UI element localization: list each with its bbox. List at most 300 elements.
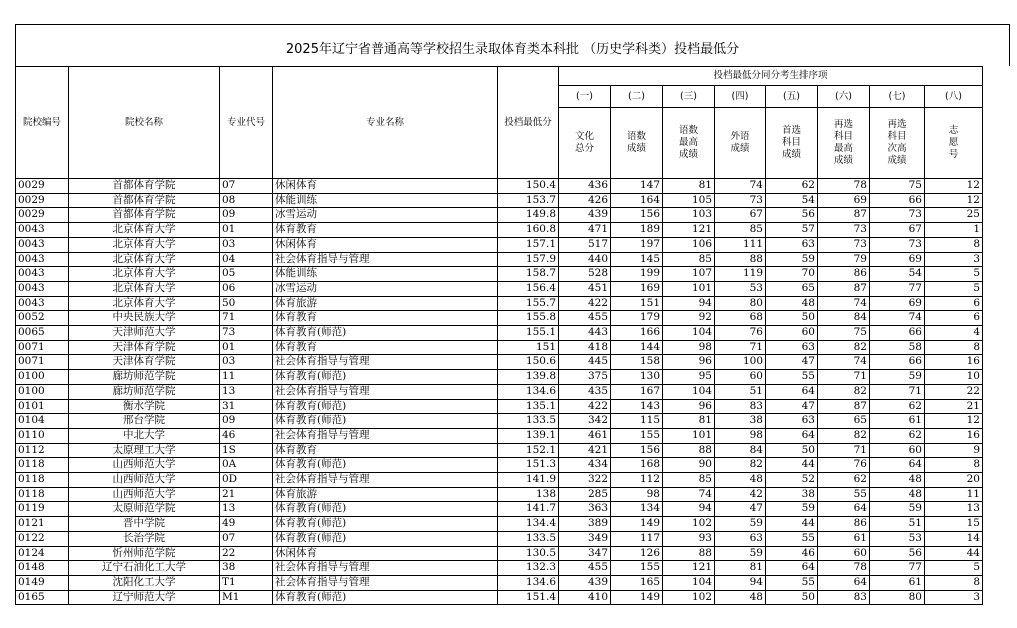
cell-preference-no: 15 <box>925 517 983 532</box>
header-tiebreak-label <box>663 108 715 179</box>
cell-preference-no: 20 <box>925 473 983 488</box>
cell-first-subject: 59 <box>766 502 818 517</box>
cell-school-code: 0043 <box>16 296 69 311</box>
header-tiebreak-label <box>925 108 983 179</box>
cell-school-code: 0124 <box>16 546 69 561</box>
cell-major-code: 09 <box>220 414 273 429</box>
cell-chinese-math: 117 <box>611 531 663 546</box>
cell-foreign-language: 83 <box>715 399 766 414</box>
cell-major-name: 体能训练 <box>273 193 498 208</box>
table-row <box>16 267 983 282</box>
header-major-code: 专业代号 <box>220 67 273 179</box>
cell-major-code: 0A <box>220 458 273 473</box>
cell-major-name: 社会体育指导与管理 <box>273 355 498 370</box>
cell-major-code: 73 <box>220 326 273 341</box>
cell-second-subject-next: 80 <box>870 590 925 605</box>
cell-chinese-math: 143 <box>611 399 663 414</box>
cell-first-subject: 54 <box>766 193 818 208</box>
cell-first-subject: 65 <box>766 281 818 296</box>
cell-second-subject-max: 73 <box>818 237 870 252</box>
cell-chinese-math: 156 <box>611 208 663 223</box>
header-min-score: 投档最低分 <box>498 67 559 179</box>
cell-culture-total: 410 <box>559 590 611 605</box>
cell-chinese-math: 168 <box>611 458 663 473</box>
cell-first-subject: 55 <box>766 575 818 590</box>
cell-major-name: 社会体育指导与管理 <box>273 384 498 399</box>
cell-culture-total: 342 <box>559 414 611 429</box>
cell-major-name: 体育教育(师范) <box>273 590 498 605</box>
cell-major-name: 体育教育 <box>273 311 498 326</box>
cell-culture-total: 375 <box>559 370 611 385</box>
cell-second-subject-max: 83 <box>818 590 870 605</box>
cell-major-code: 49 <box>220 517 273 532</box>
cell-chinese-math: 145 <box>611 252 663 267</box>
cell-major-code: 05 <box>220 267 273 282</box>
cell-preference-no: 25 <box>925 208 983 223</box>
cell-school-code: 0029 <box>16 208 69 223</box>
cell-preference-no: 11 <box>925 487 983 502</box>
cell-first-subject: 63 <box>766 237 818 252</box>
cell-min-score: 151.4 <box>498 590 559 605</box>
cell-preference-no: 8 <box>925 458 983 473</box>
cell-min-score: 150.4 <box>498 179 559 194</box>
cell-chinese-math: 166 <box>611 326 663 341</box>
header-tiebreak-label <box>766 108 818 179</box>
cell-min-score: 132.3 <box>498 561 559 576</box>
cell-culture-total: 285 <box>559 487 611 502</box>
cell-second-subject-next: 67 <box>870 223 925 238</box>
cell-chinese-math: 134 <box>611 502 663 517</box>
cell-chinese-math: 197 <box>611 237 663 252</box>
table-row <box>16 458 983 473</box>
cell-min-score: 138 <box>498 487 559 502</box>
cell-major-code: 13 <box>220 502 273 517</box>
cell-school-code: 0043 <box>16 223 69 238</box>
cell-min-score: 155.7 <box>498 296 559 311</box>
cell-culture-total: 455 <box>559 561 611 576</box>
cell-second-subject-max: 78 <box>818 179 870 194</box>
header-tiebreak-label <box>715 108 766 179</box>
cell-school-name: 忻州师范学院 <box>69 546 220 561</box>
cell-chinese-math: 149 <box>611 517 663 532</box>
cell-min-score: 139.1 <box>498 428 559 443</box>
cell-school-name: 首都体育学院 <box>69 193 220 208</box>
cell-school-code: 0119 <box>16 502 69 517</box>
cell-second-subject-next: 61 <box>870 414 925 429</box>
cell-culture-total: 418 <box>559 340 611 355</box>
cell-school-name: 长治学院 <box>69 531 220 546</box>
cell-second-subject-next: 71 <box>870 384 925 399</box>
cell-chinese-math-max: 101 <box>663 281 715 296</box>
cell-major-code: 01 <box>220 223 273 238</box>
table-row <box>16 531 983 546</box>
cell-chinese-math: 189 <box>611 223 663 238</box>
cell-major-name: 体育教育(师范) <box>273 414 498 429</box>
table-row <box>16 237 983 252</box>
cell-major-name: 体育教育(师范) <box>273 326 498 341</box>
cell-major-code: 46 <box>220 428 273 443</box>
cell-preference-no: 8 <box>925 575 983 590</box>
table-row <box>16 502 983 517</box>
cell-major-name: 社会体育指导与管理 <box>273 561 498 576</box>
cell-foreign-language: 51 <box>715 384 766 399</box>
cell-preference-no: 14 <box>925 531 983 546</box>
cell-second-subject-next: 60 <box>870 443 925 458</box>
cell-preference-no: 5 <box>925 281 983 296</box>
cell-preference-no: 5 <box>925 561 983 576</box>
cell-foreign-language: 73 <box>715 193 766 208</box>
cell-major-name: 体能训练 <box>273 267 498 282</box>
cell-first-subject: 55 <box>766 370 818 385</box>
cell-major-code: 01 <box>220 340 273 355</box>
cell-min-score: 134.6 <box>498 575 559 590</box>
cell-first-subject: 44 <box>766 458 818 473</box>
cell-chinese-math: 155 <box>611 428 663 443</box>
table-row <box>16 281 983 296</box>
cell-second-subject-max: 71 <box>818 443 870 458</box>
cell-school-name: 北京体育大学 <box>69 267 220 282</box>
cell-preference-no: 1 <box>925 223 983 238</box>
header-tiebreak-number: (三) <box>663 86 715 108</box>
cell-preference-no: 12 <box>925 193 983 208</box>
cell-major-code: 1S <box>220 443 273 458</box>
cell-culture-total: 389 <box>559 517 611 532</box>
page-title: 2025年辽宁省普通高等学校招生录取体育类本科批 （历史学科类）投档最低分 <box>285 42 740 57</box>
table-row <box>16 355 983 370</box>
cell-second-subject-max: 60 <box>818 546 870 561</box>
cell-min-score: 141.7 <box>498 502 559 517</box>
cell-chinese-math: 169 <box>611 281 663 296</box>
cell-second-subject-max: 82 <box>818 384 870 399</box>
cell-min-score: 134.6 <box>498 384 559 399</box>
cell-chinese-math: 144 <box>611 340 663 355</box>
cell-major-code: 07 <box>220 179 273 194</box>
cell-school-code: 0148 <box>16 561 69 576</box>
cell-second-subject-max: 73 <box>818 223 870 238</box>
cell-chinese-math: 158 <box>611 355 663 370</box>
cell-second-subject-max: 76 <box>818 458 870 473</box>
cell-chinese-math: 98 <box>611 487 663 502</box>
cell-school-name: 山西师范大学 <box>69 487 220 502</box>
cell-school-name: 北京体育大学 <box>69 296 220 311</box>
cell-second-subject-max: 84 <box>818 311 870 326</box>
cell-foreign-language: 74 <box>715 179 766 194</box>
cell-major-name: 休闲体育 <box>273 179 498 194</box>
cell-school-code: 0121 <box>16 517 69 532</box>
cell-first-subject: 56 <box>766 208 818 223</box>
cell-major-code: 31 <box>220 399 273 414</box>
cell-major-code: M1 <box>220 590 273 605</box>
cell-school-code: 0071 <box>16 355 69 370</box>
cell-chinese-math-max: 104 <box>663 384 715 399</box>
cell-first-subject: 50 <box>766 311 818 326</box>
cell-school-code: 0149 <box>16 575 69 590</box>
cell-chinese-math: 126 <box>611 546 663 561</box>
table-row <box>16 590 983 605</box>
cell-first-subject: 63 <box>766 340 818 355</box>
table-row <box>16 340 983 355</box>
cell-school-code: 0052 <box>16 311 69 326</box>
cell-school-name: 北京体育大学 <box>69 223 220 238</box>
cell-second-subject-next: 59 <box>870 502 925 517</box>
cell-second-subject-max: 87 <box>818 208 870 223</box>
cell-second-subject-next: 59 <box>870 370 925 385</box>
cell-chinese-math-max: 103 <box>663 208 715 223</box>
cell-foreign-language: 42 <box>715 487 766 502</box>
table-row <box>16 473 983 488</box>
cell-chinese-math: 155 <box>611 561 663 576</box>
cell-school-code: 0118 <box>16 487 69 502</box>
cell-school-code: 0065 <box>16 326 69 341</box>
cell-second-subject-next: 75 <box>870 179 925 194</box>
cell-school-code: 0100 <box>16 370 69 385</box>
cell-foreign-language: 47 <box>715 502 766 517</box>
cell-preference-no: 44 <box>925 546 983 561</box>
cell-school-code: 0071 <box>16 340 69 355</box>
cell-first-subject: 63 <box>766 414 818 429</box>
cell-culture-total: 443 <box>559 326 611 341</box>
cell-first-subject: 64 <box>766 428 818 443</box>
cell-preference-no: 6 <box>925 311 983 326</box>
cell-foreign-language: 111 <box>715 237 766 252</box>
cell-preference-no: 8 <box>925 237 983 252</box>
cell-major-code: 11 <box>220 370 273 385</box>
cell-preference-no: 13 <box>925 502 983 517</box>
cell-second-subject-max: 86 <box>818 517 870 532</box>
header-tiebreak-label-text: 外语成绩 <box>730 131 750 154</box>
cell-major-name: 体育旅游 <box>273 296 498 311</box>
cell-second-subject-next: 66 <box>870 326 925 341</box>
cell-min-score: 139.8 <box>498 370 559 385</box>
cell-school-name: 衡水学院 <box>69 399 220 414</box>
cell-culture-total: 445 <box>559 355 611 370</box>
cell-school-name: 天津体育学院 <box>69 355 220 370</box>
cell-first-subject: 57 <box>766 223 818 238</box>
cell-first-subject: 47 <box>766 355 818 370</box>
cell-second-subject-max: 78 <box>818 561 870 576</box>
cell-foreign-language: 76 <box>715 326 766 341</box>
cell-school-code: 0043 <box>16 237 69 252</box>
cell-second-subject-max: 79 <box>818 252 870 267</box>
table-row <box>16 208 983 223</box>
header-tiebreak-label-text: 语数成绩 <box>626 131 646 154</box>
cell-culture-total: 440 <box>559 252 611 267</box>
cell-major-name: 体育教育 <box>273 443 498 458</box>
cell-major-name: 冰雪运动 <box>273 281 498 296</box>
cell-first-subject: 59 <box>766 252 818 267</box>
cell-chinese-math-max: 104 <box>663 575 715 590</box>
cell-preference-no: 21 <box>925 399 983 414</box>
header-tiebreak-label-text: 首选科目成绩 <box>781 125 801 160</box>
cell-school-name: 太原师范学院 <box>69 502 220 517</box>
cell-foreign-language: 88 <box>715 252 766 267</box>
header-tiebreak-label-text: 再选科目次高成绩 <box>887 119 907 166</box>
cell-min-score: 133.5 <box>498 414 559 429</box>
cell-second-subject-next: 73 <box>870 237 925 252</box>
cell-foreign-language: 38 <box>715 414 766 429</box>
cell-chinese-math: 164 <box>611 193 663 208</box>
cell-first-subject: 64 <box>766 384 818 399</box>
header-tiebreak-label-text: 语数最高成绩 <box>678 125 698 160</box>
cell-chinese-math: 199 <box>611 267 663 282</box>
cell-first-subject: 55 <box>766 531 818 546</box>
cell-major-name: 体育旅游 <box>273 487 498 502</box>
cell-major-name: 体育教育(师范) <box>273 458 498 473</box>
cell-preference-no: 16 <box>925 355 983 370</box>
cell-school-name: 天津师范大学 <box>69 326 220 341</box>
cell-school-name: 首都体育学院 <box>69 208 220 223</box>
cell-culture-total: 422 <box>559 399 611 414</box>
cell-min-score: 151.3 <box>498 458 559 473</box>
cell-school-code: 0043 <box>16 267 69 282</box>
cell-min-score: 155.1 <box>498 326 559 341</box>
cell-preference-no: 12 <box>925 414 983 429</box>
header-tiebreak-group: 投档最低分同分考生排序项 <box>559 67 983 86</box>
cell-chinese-math-max: 95 <box>663 370 715 385</box>
cell-foreign-language: 84 <box>715 443 766 458</box>
cell-chinese-math: 149 <box>611 590 663 605</box>
cell-min-score: 150.6 <box>498 355 559 370</box>
header-tiebreak-number: (四) <box>715 86 766 108</box>
cell-culture-total: 517 <box>559 237 611 252</box>
cell-culture-total: 455 <box>559 311 611 326</box>
cell-culture-total: 439 <box>559 575 611 590</box>
cell-min-score: 152.1 <box>498 443 559 458</box>
cell-first-subject: 47 <box>766 399 818 414</box>
header-tiebreak-number: (七) <box>870 86 925 108</box>
cell-first-subject: 60 <box>766 326 818 341</box>
table-row <box>16 179 983 194</box>
cell-first-subject: 44 <box>766 517 818 532</box>
cell-preference-no: 9 <box>925 443 983 458</box>
cell-chinese-math: 112 <box>611 473 663 488</box>
cell-foreign-language: 81 <box>715 561 766 576</box>
cell-culture-total: 322 <box>559 473 611 488</box>
cell-school-name: 山西师范大学 <box>69 458 220 473</box>
cell-second-subject-max: 82 <box>818 340 870 355</box>
cell-second-subject-next: 64 <box>870 458 925 473</box>
admission-score-table <box>15 66 983 605</box>
table-row <box>16 326 983 341</box>
header-tiebreak-label <box>870 108 925 179</box>
table-row <box>16 311 983 326</box>
cell-foreign-language: 48 <box>715 590 766 605</box>
cell-min-score: 158.7 <box>498 267 559 282</box>
cell-foreign-language: 48 <box>715 473 766 488</box>
cell-major-code: 13 <box>220 384 273 399</box>
cell-foreign-language: 53 <box>715 281 766 296</box>
cell-chinese-math: 156 <box>611 443 663 458</box>
cell-min-score: 156.4 <box>498 281 559 296</box>
cell-culture-total: 349 <box>559 531 611 546</box>
header-tiebreak-label <box>818 108 870 179</box>
cell-culture-total: 347 <box>559 546 611 561</box>
cell-second-subject-max: 75 <box>818 326 870 341</box>
cell-second-subject-max: 86 <box>818 267 870 282</box>
cell-major-code: 03 <box>220 355 273 370</box>
cell-school-code: 0165 <box>16 590 69 605</box>
cell-first-subject: 52 <box>766 473 818 488</box>
cell-foreign-language: 85 <box>715 223 766 238</box>
cell-culture-total: 436 <box>559 179 611 194</box>
table-row <box>16 487 983 502</box>
cell-school-code: 0104 <box>16 414 69 429</box>
cell-school-code: 0122 <box>16 531 69 546</box>
cell-culture-total: 435 <box>559 384 611 399</box>
cell-second-subject-max: 74 <box>818 296 870 311</box>
cell-second-subject-max: 65 <box>818 414 870 429</box>
cell-culture-total: 363 <box>559 502 611 517</box>
cell-major-name: 体育教育(师范) <box>273 370 498 385</box>
table-row <box>16 399 983 414</box>
cell-major-code: 06 <box>220 281 273 296</box>
cell-school-code: 0043 <box>16 281 69 296</box>
cell-chinese-math: 167 <box>611 384 663 399</box>
header-tiebreak-label-text: 志愿号 <box>948 125 959 160</box>
cell-major-code: 21 <box>220 487 273 502</box>
cell-major-name: 体育教育(师范) <box>273 399 498 414</box>
cell-major-name: 冰雪运动 <box>273 208 498 223</box>
table-row <box>16 561 983 576</box>
cell-school-code: 0043 <box>16 252 69 267</box>
table-row <box>16 193 983 208</box>
cell-chinese-math-max: 94 <box>663 502 715 517</box>
header-school-code: 院校编号 <box>16 67 69 179</box>
cell-second-subject-max: 61 <box>818 531 870 546</box>
cell-foreign-language: 59 <box>715 517 766 532</box>
cell-school-name: 辽宁石油化工大学 <box>69 561 220 576</box>
cell-school-name: 天津体育学院 <box>69 340 220 355</box>
cell-school-name: 北京体育大学 <box>69 281 220 296</box>
cell-foreign-language: 80 <box>715 296 766 311</box>
cell-school-name: 廊坊师范学院 <box>69 370 220 385</box>
cell-second-subject-next: 66 <box>870 193 925 208</box>
cell-second-subject-next: 58 <box>870 340 925 355</box>
cell-second-subject-max: 74 <box>818 355 870 370</box>
cell-min-score: 134.4 <box>498 517 559 532</box>
table-row <box>16 517 983 532</box>
cell-school-code: 0118 <box>16 473 69 488</box>
cell-chinese-math-max: 74 <box>663 487 715 502</box>
cell-second-subject-next: 77 <box>870 281 925 296</box>
cell-school-name: 山西师范大学 <box>69 473 220 488</box>
cell-min-score: 133.5 <box>498 531 559 546</box>
cell-chinese-math-max: 81 <box>663 179 715 194</box>
cell-foreign-language: 100 <box>715 355 766 370</box>
cell-second-subject-max: 87 <box>818 281 870 296</box>
cell-second-subject-next: 62 <box>870 428 925 443</box>
cell-major-code: 03 <box>220 237 273 252</box>
cell-school-code: 0101 <box>16 399 69 414</box>
table-row <box>16 223 983 238</box>
cell-second-subject-next: 48 <box>870 473 925 488</box>
cell-preference-no: 10 <box>925 370 983 385</box>
cell-preference-no: 3 <box>925 590 983 605</box>
cell-school-code: 0029 <box>16 193 69 208</box>
cell-school-name: 中北大学 <box>69 428 220 443</box>
cell-preference-no: 6 <box>925 296 983 311</box>
header-school-name: 院校名称 <box>69 67 220 179</box>
cell-chinese-math-max: 90 <box>663 458 715 473</box>
cell-chinese-math-max: 85 <box>663 473 715 488</box>
cell-chinese-math-max: 104 <box>663 326 715 341</box>
cell-second-subject-max: 71 <box>818 370 870 385</box>
table-row <box>16 443 983 458</box>
table-row <box>16 296 983 311</box>
cell-second-subject-next: 53 <box>870 531 925 546</box>
cell-chinese-math-max: 102 <box>663 517 715 532</box>
cell-school-name: 中央民族大学 <box>69 311 220 326</box>
